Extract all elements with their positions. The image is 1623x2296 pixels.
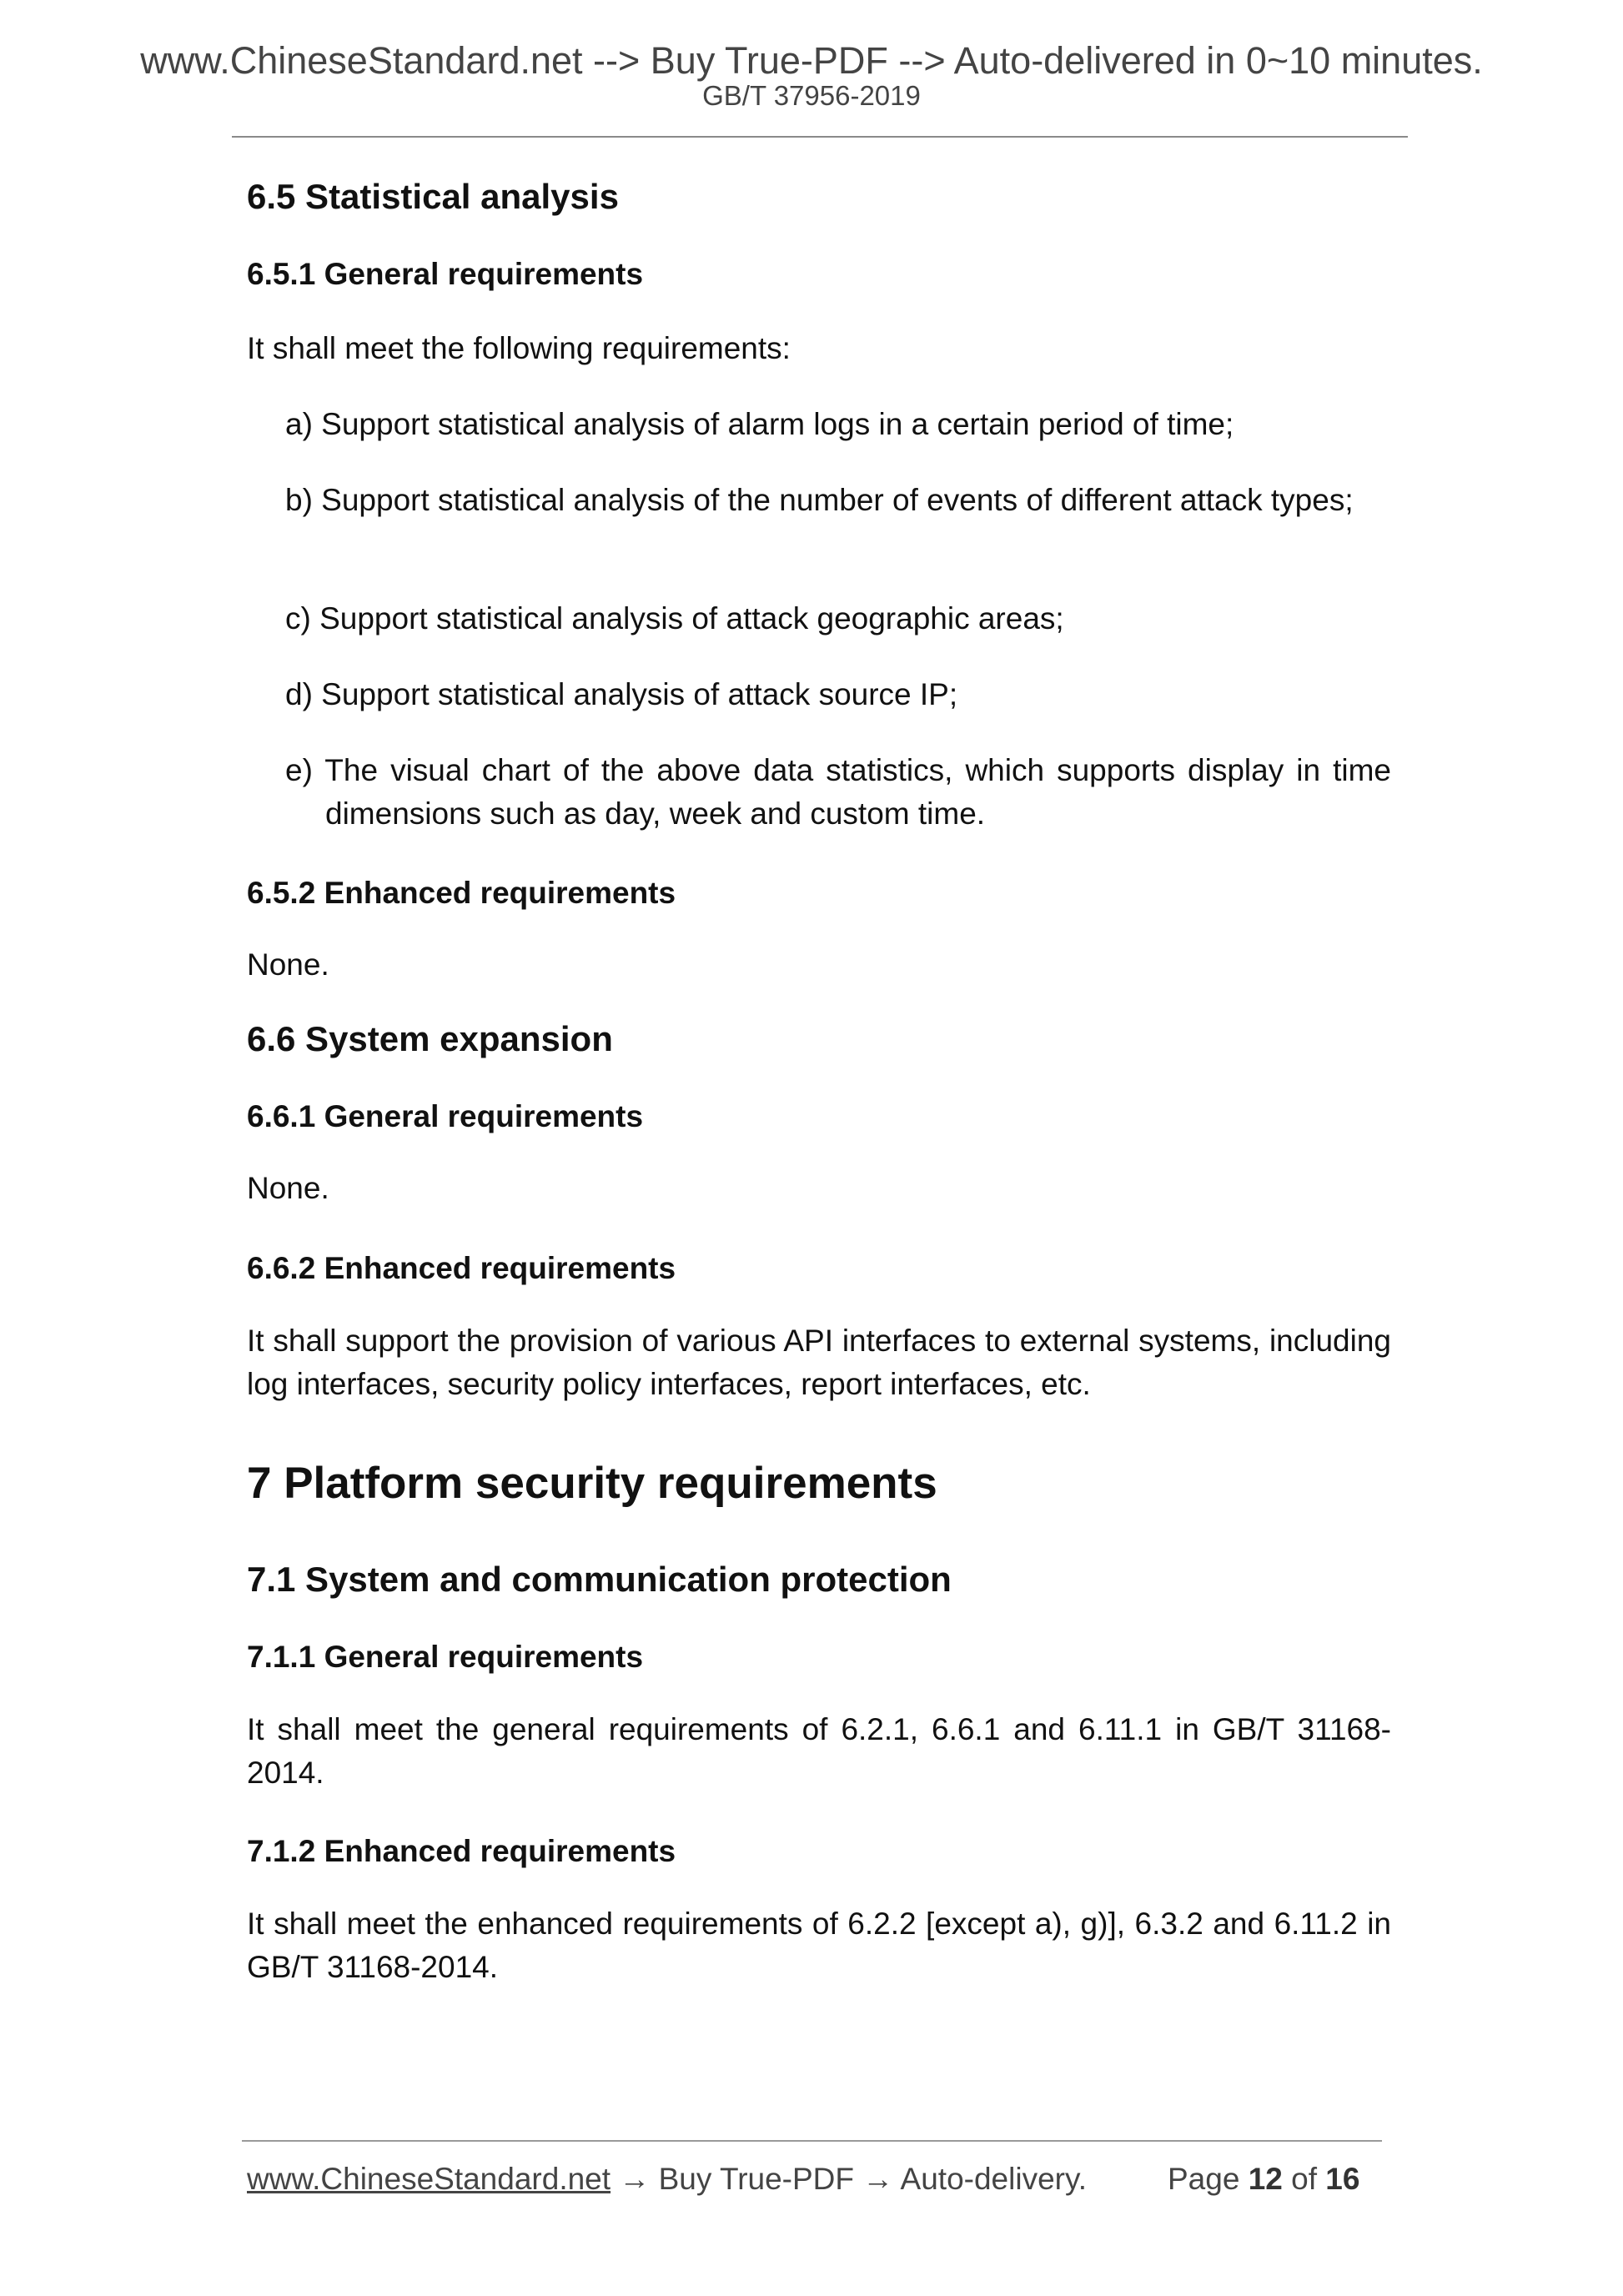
section-6-6-heading: 6.6 System expansion xyxy=(247,1019,613,1058)
footer-divider xyxy=(242,2140,1382,2142)
footer-buy-text: Buy True-PDF xyxy=(658,2162,855,2196)
section-6-6-1-heading: 6.6.1 General requirements xyxy=(247,1099,644,1133)
header-banner: www.ChineseStandard.net --> Buy True-PDF --> Auto-delivered in 0~10 minutes. xyxy=(140,39,1483,82)
section-7-1-2-body: It shall meet the enhanced requirements of 6.2.2 [except a), g)], 6.3.2 and 6.11.2 in GB/T 31168-2014. xyxy=(247,1907,1391,1984)
footer-delivery-text: Auto-delivery. xyxy=(900,2162,1088,2196)
section-7-1-1-body: It shall meet the general requirements of 6.2.1, 6.6.1 and 6.11.1 in GB/T 31168-2014. xyxy=(247,1712,1391,1790)
section-6-5-heading: 6.5 Statistical analysis xyxy=(247,177,619,216)
document-id: GB/T 37956-2019 xyxy=(702,80,921,111)
list-item-c: c) Support statistical analysis of attack geographic areas; xyxy=(285,601,1064,636)
section-6-5-2-heading: 6.5.2 Enhanced requirements xyxy=(247,876,676,910)
section-6-5-1-intro: It shall meet the following requirements: xyxy=(247,331,791,365)
list-item-e: e) The visual chart of the above data statistics, which supports display in time dimensions such as day, week and custom time. xyxy=(285,753,1391,831)
section-7-1-1-heading: 7.1.1 General requirements xyxy=(247,1640,644,1674)
chapter-7-heading: 7 Platform security requirements xyxy=(247,1459,937,1508)
section-6-5-2-body: None. xyxy=(247,947,329,982)
arrow-right-icon: → xyxy=(619,2162,651,2196)
list-item-b: b) Support statistical analysis of the number of events of different attack types; xyxy=(285,483,1354,517)
section-7-1-heading: 7.1 System and communication protection xyxy=(247,1560,952,1599)
of-label: of xyxy=(1291,2162,1317,2196)
section-6-5-1-heading: 6.5.1 General requirements xyxy=(247,257,644,291)
footer-links xyxy=(247,2163,1087,2194)
page-indicator xyxy=(1168,2163,1359,2194)
footer-site-link[interactable]: www.ChineseStandard.net xyxy=(247,2162,611,2196)
section-6-6-2-heading: 6.6.2 Enhanced requirements xyxy=(247,1251,676,1285)
arrow-right-icon: → xyxy=(862,2162,894,2196)
header-divider xyxy=(232,136,1408,138)
page-current: 12 xyxy=(1248,2162,1283,2196)
list-item-d: d) Support statistical analysis of attack source IP; xyxy=(285,677,958,711)
page-label: Page xyxy=(1168,2162,1240,2196)
page-total: 16 xyxy=(1325,2162,1360,2196)
section-6-6-1-body: None. xyxy=(247,1171,329,1205)
list-item-a: a) Support statistical analysis of alarm logs in a certain period of time; xyxy=(285,407,1234,441)
section-7-1-2-heading: 7.1.2 Enhanced requirements xyxy=(247,1834,676,1868)
section-6-6-2-body: It shall support the provision of various API interfaces to external systems, including log interfaces, security policy interfaces, report interfaces, etc. xyxy=(247,1324,1391,1401)
